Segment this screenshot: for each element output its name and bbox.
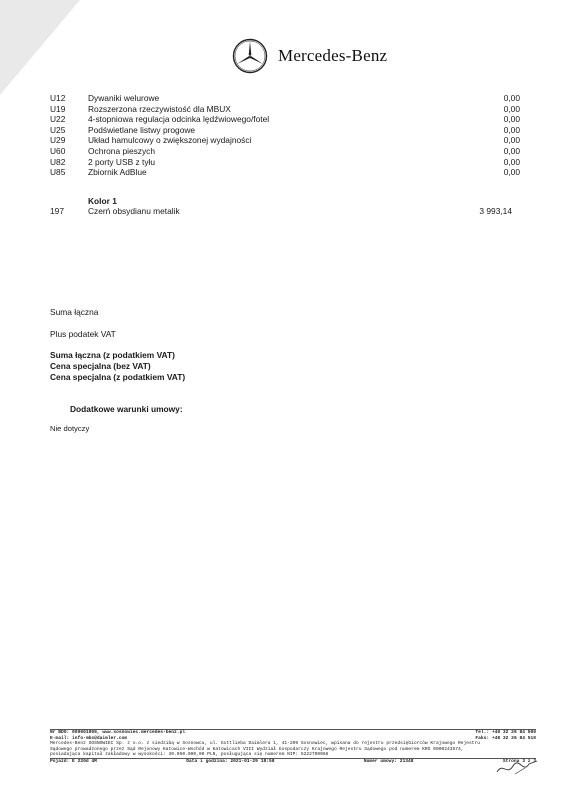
footer-contract-number: Numer umowy: 21348: [363, 758, 414, 764]
mercedes-star-icon: [232, 38, 268, 74]
footer-page-number: Strona 3 z 3: [502, 758, 536, 764]
footer-vehicle: Pojazd: E 220d 4M: [50, 758, 97, 764]
option-code: U22: [50, 114, 66, 125]
total-label: Suma łączna: [50, 307, 99, 317]
option-name: Ochrona pieszych: [88, 145, 156, 156]
option-price: 0,00: [503, 124, 520, 135]
list-item: [50, 114, 520, 125]
terms-heading: Dodatkowe warunki umowy:: [70, 404, 183, 414]
option-name: Zbiornik AdBlue: [88, 167, 147, 178]
footer-capital-info: posiadająca kapitał zakładowy w wysokości: 30.050.000,00 PLN, posługująca się numerem NIP: 5222790066: [50, 752, 329, 758]
list-item: [50, 157, 520, 168]
option-code: U82: [50, 156, 66, 167]
color-heading: Kolor 1: [88, 196, 117, 206]
brand-name: Mercedes-Benz: [278, 46, 388, 65]
color-row: [50, 206, 512, 216]
list-item: [50, 125, 520, 136]
option-code: U29: [50, 135, 66, 146]
footer-fax: Faks: +48 32 26 84 510: [475, 735, 536, 741]
list-item: [50, 104, 520, 115]
footer-bdo: Nr BDO: 000001869, www.sosnowiec.mercedes-benz.pl: [50, 730, 186, 735]
option-name: Dywaniki welurowe: [88, 93, 160, 103]
letterhead: [232, 36, 387, 76]
signature-mark: [495, 758, 539, 778]
option-name: Podświetlane listwy progowe: [88, 124, 196, 135]
option-price: 0,00: [503, 114, 520, 125]
option-price: 0,00: [503, 103, 520, 114]
footer-email: E-mail: info-mbs@daimler.com: [50, 735, 128, 741]
option-price: 0,00: [503, 167, 520, 178]
option-price: 0,00: [503, 93, 520, 103]
footer-registry-info: Sądowego prowadzonego przez Sąd Rejonowy Katowice-Wschód w Katowicach VIII Wydział Gospodarczy Krajowego Rejestru Sądowego pod numerem KRS 0000243574,: [50, 746, 464, 752]
list-item: [50, 167, 520, 178]
option-price: 0,00: [503, 156, 520, 167]
option-code: U12: [50, 93, 66, 103]
options-list: [50, 93, 520, 178]
option-price: 0,00: [503, 145, 520, 156]
footer-company-info: Mercedes-Benz SOSNOWIEC Sp. z o.o. z siedzibą w Sosnowcu, ul. Gottlieba Daimlera 1, 41-209 Sosnowiec, wpisana do rejestru przedsiębiorców Krajowego Rejestru: [50, 741, 481, 747]
color-name: Czerń obsydianu metalik: [88, 206, 180, 216]
option-price: 0,00: [503, 135, 520, 146]
document-footer: [50, 729, 536, 765]
vat-label: Plus podatek VAT: [50, 329, 116, 339]
option-code: U60: [50, 145, 66, 156]
list-item: [50, 93, 520, 104]
footer-datetime: Data i godzina: 2021-01-29 18:58: [186, 758, 275, 764]
special-gross-label: Cena specjalna (z podatkiem VAT): [50, 372, 186, 382]
option-code: U85: [50, 167, 66, 178]
special-net-label: Cena specjalna (bez VAT): [50, 361, 151, 371]
option-name: 2 porty USB z tyłu: [88, 156, 156, 167]
footer-phone: Tel.: +48 32 26 84 500: [475, 730, 536, 735]
terms-value: Nie dotyczy: [50, 424, 90, 433]
option-name: Układ hamulcowy o zwiększonej wydajności: [88, 135, 252, 146]
list-item: [50, 135, 520, 146]
color-code: 197: [50, 206, 64, 216]
page-corner-fold: [0, 0, 80, 95]
list-item: [50, 146, 520, 157]
option-name: Rozszerzona rzeczywistość dla MBUX: [88, 103, 231, 114]
color-price: 3 993,14: [479, 206, 512, 216]
option-code: U25: [50, 124, 66, 135]
option-code: U19: [50, 103, 66, 114]
footer-meta-row: [50, 759, 536, 765]
total-with-vat-label: Suma łączna (z podatkiem VAT): [50, 350, 175, 360]
option-name: 4-stopniowa regulacja odcinka lędźwiowego/fotel: [88, 114, 270, 125]
